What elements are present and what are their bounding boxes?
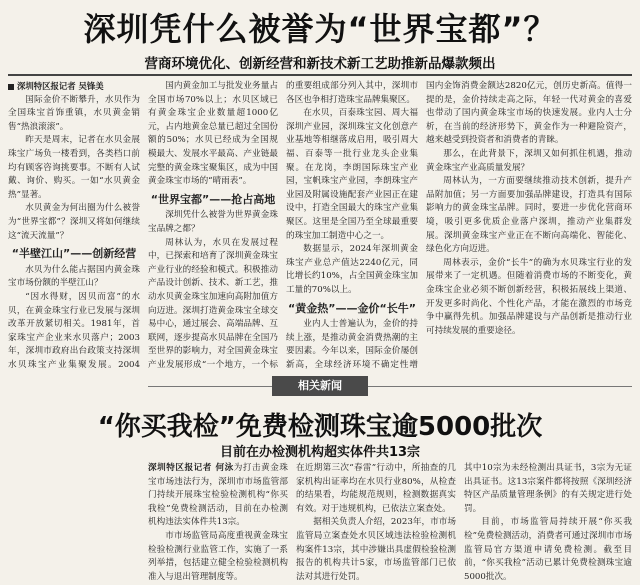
- paragraph: 那么，在此背景下，深圳又如何抓住机遇，推动黄金珠宝产业高质量发展？: [426, 148, 632, 173]
- bottom-column-3: [464, 462, 632, 582]
- paragraph: 国内黄金加工与批发业务量占全国市场70%以上；水贝区域已有黄金珠宝企业数量超1000亿元，占内地黄金总量已超过全国份额的50%；水贝已经成为全国规模最大、发展水平最高、产业链最完整的黄金珠宝聚集区，成为中国黄金珠宝市场的“晴雨表”。: [148, 81, 278, 187]
- column-2: [148, 80, 278, 370]
- section-heading: “半壁江山”——创新经营: [11, 247, 137, 261]
- paragraph: 目前，市场监管局持续开展“你买我检”免费检测活动，消费者可通过深圳市市场监管局官方渠道申请免费检测。截至目前，“你买我检”活动已累计免费检测珠宝逾5000批次。: [464, 517, 632, 582]
- paragraph: 的重要组成部分列入其中，深圳市各区也争相打造珠宝品牌集聚区。: [286, 81, 418, 105]
- byline: [8, 80, 140, 94]
- paragraph: 昨天是周末，记者在水贝金展珠宝广场负一楼看到，各类档口前均有顾客咨询挑要事。不断有人试戴、询价、购买。一如“水贝黄金热”显著。: [8, 135, 140, 200]
- paragraph: 国际金价不断攀升，水贝作为全国珠宝首饰重镇，水贝黄金销售“热浪滚滚”。: [8, 94, 140, 132]
- paragraph: 深圳凭什么被誉为世界黄金珠宝品牌之都？: [148, 210, 278, 234]
- byline-marker: [8, 84, 14, 90]
- subheadline-2: 目前在办检测机构超实体件共13宗: [219, 445, 421, 460]
- paragraph: 水贝为什么能占据国内黄金珠宝市场份额的半壁江山？: [8, 264, 140, 289]
- paragraph: 周林表示，金价“长牛”的确为水贝珠宝行业的发展带来了一定机遇。但随着消费市场的不断变化，黄金珠宝企业必须不断创新经营，积极拓展线上渠道、开发更多时尚化、个性化产品，才能在激烈的市场竞争中赢得先机。加强品牌建设与产品创新是推动行业可持续发展的重要途径。: [426, 257, 632, 336]
- paragraph: 业内人士普遍认为，金价的持续上涨，是推动黄金消费热潮的主要因素。今年以来，国际金价屡创新高，全球经济环境不确定性增: [286, 319, 418, 370]
- paragraph: 据相关负责人介绍，2023年，市市场监管局立案查处水贝区域违法检验检测机构案件13宗，其中涉嫌出具虚假检验检测报告的机构共计5家，市场监管部门已依法对其进行处罚。: [296, 517, 456, 582]
- paragraph-text: 为打击黄金珠宝市场违法行为，深圳市市场监管部门持续开展珠宝检验检测机构“你买我检”免费检测活动，目前在办检测机构违法实体件共13宗。: [148, 463, 288, 528]
- top-divider: [8, 74, 632, 76]
- headline-2: “你买我检”免费检测珠宝逾5000批次: [97, 412, 543, 442]
- paragraph: 其中10宗为未经检测出具证书，3宗为无证出具证书。这13宗案件都将按照《深圳经济特区产品质量管理条例》的有关规定进行处罚。: [464, 463, 632, 514]
- section-heading: “黄金热”——金价“长牛”: [288, 301, 416, 315]
- subheadline: 营商环境优化、创新经营和新技术新工艺助推新品爆款频出: [144, 56, 496, 72]
- bottom-column-1: [148, 462, 288, 582]
- paragraph: 水贝黄金为何出圈为什么被誉为“世界宝都”？深圳又将如何继续这“流天流量”？: [8, 203, 140, 241]
- paragraph: 数据显示，2024年深圳黄金珠宝产业总产值达2240亿元，同比增长约10%，占全国黄金珠宝加工量的70%以上。: [286, 244, 418, 295]
- byline-text: 深圳特区报记者 吴锋美: [17, 81, 104, 91]
- headline: 深圳凭什么被誉为“世界宝都”？: [83, 10, 557, 48]
- paragraph: 国内金饰消费金额达2820亿元，创历史新高。值得一提的是，金价持续走高之际，年轻一代对黄金的喜爱也带动了国内黄金珠宝市场的快速发展。业内人士分析，在当前的经济形势下，黄金作为一种避险资产，越来越受到投资者和消费者的青睐。: [426, 81, 632, 146]
- related-news-label: 相关新闻: [272, 376, 368, 396]
- paragraph: 周林认为，一方面要继续推动技术创新，提升产品附加值；另一方面要加强品牌建设，打造具有国际影响力的黄金珠宝品牌。同时，要进一步优化营商环境，吸引更多优质企业落户深圳，推动产业集群发展。深圳黄金珠宝产业正在不断向高端化、智能化、绿色化方向迈进。: [426, 176, 632, 255]
- paragraph: [148, 462, 288, 530]
- paragraph: 周林认为，水贝在发展过程中，已探索和培育了深圳黄金珠宝产业行业的经验和模式。积极推动产品设计创新、技术、新工艺，推动水贝黄金珠宝加速向高附加值方向迈进。深圳打造黄金珠宝全球交易中心，通过展会、高端品牌、互联网，逐步提高水贝品牌在全国乃至世界的影响力，对全国黄金珠宝产业发展形成“一个地方，一个标: [148, 237, 278, 370]
- paragraph: “因水得财，因贝而富”的水贝，在黄金珠宝行业已发展与深圳改革开放紧切相关。1981年，首家珠宝产企业来水贝落户；2003年，深圳市政府出台政策支持深圳水贝珠宝产业集聚发展。2004: [8, 291, 140, 370]
- byline-2: 深圳特区报记者 何泳: [148, 463, 234, 473]
- related-divider-left: [148, 386, 272, 387]
- paragraph: 在近期第三次“春雷”行动中，所抽查的几家机构出证率均在水贝行业80%，从检查的结果看，均能规范规则，检测数据真实有效。对于违规机构，已依法立案查处。: [296, 463, 456, 514]
- bottom-column-2: [296, 462, 456, 582]
- column-1: [8, 80, 140, 370]
- column-4: [426, 80, 632, 370]
- section-heading: “世界宝都”——抢占高地: [150, 192, 276, 206]
- column-3: [286, 80, 418, 370]
- paragraph: 市市场监管局高度重视黄金珠宝检验检测行业监管工作，实施了一系列举措，包括建立健全检验检测机构准入与退出管理制度等。: [148, 530, 288, 582]
- related-divider-right: [368, 386, 632, 387]
- paragraph: 在水贝，百泰珠宝园、周大福深圳产业园，深圳珠宝文化创意产业基地等相继落成启用，吸引周大福、百泰等一批行业龙头企业集聚。在龙岗，李朗国际珠宝产业园，宝帆珠宝产业园，李朗珠宝产业园及附属设施配套产业园正在建设中，打造全国最大的珠宝产业集聚区。这里是全国乃至全球最重要的珠宝加工制造中心之一。: [286, 108, 418, 241]
